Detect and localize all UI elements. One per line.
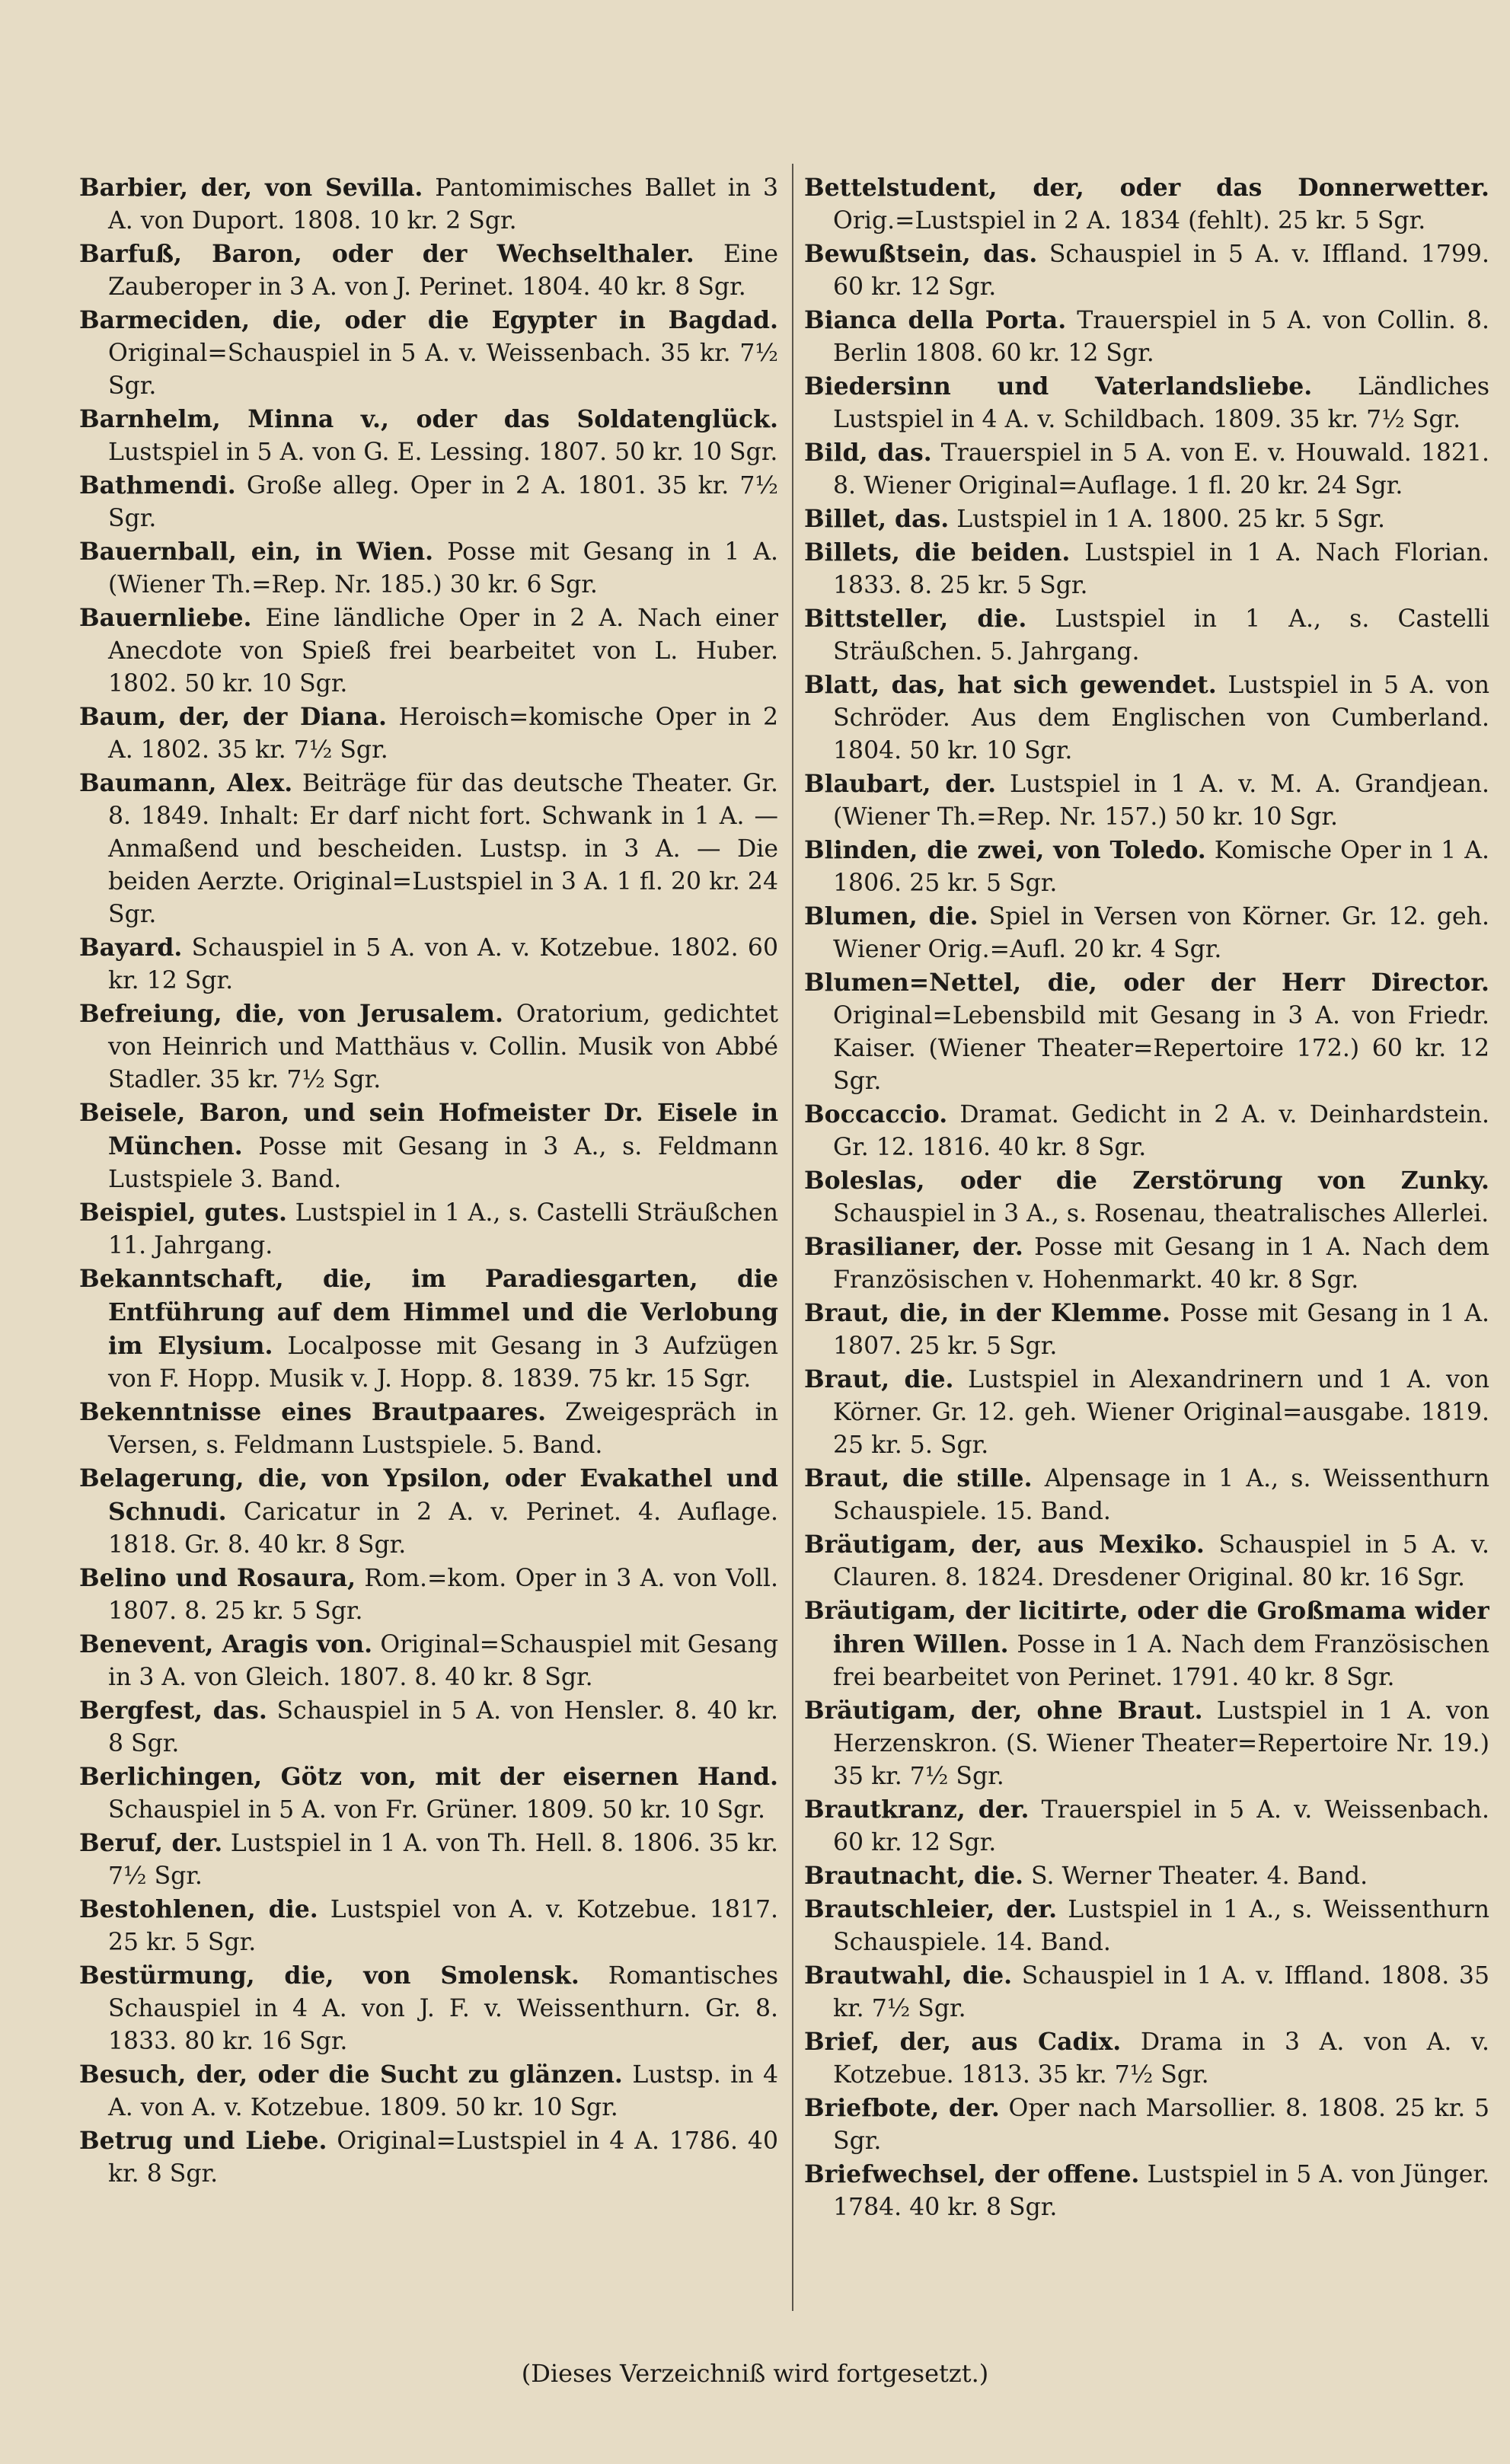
- catalog-entry: [804, 1363, 1489, 1462]
- catalog-entry: [79, 1562, 778, 1628]
- catalog-entry: [804, 1793, 1489, 1859]
- entry-description: Rom.=kom. Oper in 3 A. von Voll. 1807. 8. 25 kr. 5 Sgr.: [108, 1565, 778, 1625]
- entry-description: Posse mit Gesang in 1 A. 1807. 25 kr. 5 Sgr.: [833, 1300, 1489, 1360]
- entry-title: Braut, die.: [804, 1365, 954, 1393]
- entry-title: Besuch, der, oder die Sucht zu glänzen.: [79, 2060, 623, 2089]
- entry-description: Lustspiel in 5 A. von Jünger. 1784. 40 kr. 8 Sgr.: [833, 2161, 1489, 2221]
- entry-title: Barfuß, Baron, oder der Wechselthaler.: [79, 240, 694, 268]
- catalog-entry: [804, 238, 1489, 304]
- catalog-entry: [804, 1297, 1489, 1363]
- entry-description: Beiträge für das deutsche Theater. Gr. 8. 1849. Inhalt: Er darf nicht fort. Schwank in 1 A. — Anmaßend und bescheiden. Lustsp. in 3 A. — Die beiden Aerzte. Original=Lustspiel in 3 A. 1 fl. 20 kr. 24 Sgr.: [108, 770, 778, 928]
- entry-title: Beispiel, gutes.: [79, 1198, 288, 1227]
- entry-description: Lustspiel in 1 A., s. Castelli Sträußchen. 5. Jahrgang.: [833, 605, 1489, 665]
- entry-title: Brasilianer, der.: [804, 1233, 1023, 1261]
- entry-title: Brautwahl, die.: [804, 1961, 1013, 1990]
- catalog-entry: [79, 767, 778, 931]
- entry-description: Schauspiel in 5 A. v. Iffland. 1799. 60 kr. 12 Sgr.: [833, 241, 1489, 301]
- entry-title: Berlichingen, Götz von, mit der eisernen Hand.: [79, 1763, 778, 1791]
- entry-description: Schauspiel in 5 A. von Fr. Grüner. 1809. 50 kr. 10 Sgr.: [108, 1796, 765, 1824]
- catalog-entry: [79, 602, 778, 701]
- entry-title: Brief, der, aus Cadix.: [804, 2028, 1122, 2056]
- entry-description: Lustspiel in 1 A. von Th. Hell. 8. 1806. 35 kr. 7½ Sgr.: [108, 1830, 778, 1890]
- entry-description: Posse mit Gesang in 1 A. Nach dem Französischen v. Hohenmarkt. 40 kr. 8 Sgr.: [833, 1234, 1489, 1294]
- catalog-entry: [79, 1262, 778, 1396]
- entry-description: Schauspiel in 5 A. v. Clauren. 8. 1824. Dresdener Original. 80 kr. 16 Sgr.: [833, 1531, 1489, 1591]
- entry-title: Bayard.: [79, 934, 183, 962]
- entry-description: Heroisch=komische Oper in 2 A. 1802. 35 kr. 7½ Sgr.: [108, 704, 778, 764]
- entry-title: Bräutigam, der licitirte, oder die Großmama wider ihren Willen.: [804, 1597, 1489, 1658]
- catalog-entry: [804, 2158, 1489, 2224]
- entry-description: Schauspiel in 3 A., s. Rosenau, theatralisches Allerlei.: [833, 1200, 1489, 1227]
- entry-title: Bauernball, ein, in Wien.: [79, 538, 434, 566]
- catalog-entry: [804, 304, 1489, 370]
- entry-title: Barmeciden, die, oder die Egypter in Bagdad.: [79, 306, 778, 334]
- entry-title: Blatt, das, hat sich gewendet.: [804, 671, 1217, 699]
- entry-title: Bianca della Porta.: [804, 306, 1067, 334]
- catalog-entry: [804, 602, 1489, 669]
- entry-title: Brautschleier, der.: [804, 1895, 1058, 1923]
- entry-description: Große alleg. Oper in 2 A. 1801. 35 kr. 7½ Sgr.: [108, 472, 778, 532]
- entry-title: Baum, der, der Diana.: [79, 703, 387, 731]
- entry-title: Benevent, Aragis von.: [79, 1630, 373, 1658]
- entry-description: Zweigespräch in Versen, s. Feldmann Lustspiele. 5. Band.: [108, 1399, 778, 1459]
- entry-description: Lustspiel in 1 A. von Herzenskron. (S. Wiener Theater=Repertoire Nr. 19.) 35 kr. 7½ Sgr.: [833, 1697, 1489, 1790]
- entry-title: Belagerung, die, von Ypsilon, oder Evakathel und Schnudi.: [79, 1464, 778, 1526]
- catalog-entry: [804, 1893, 1489, 1959]
- entry-description: Lustspiel in 5 A. von Schröder. Aus dem Englischen von Cumberland. 1804. 50 kr. 10 Sgr.: [833, 672, 1489, 764]
- entry-title: Braut, die, in der Klemme.: [804, 1299, 1170, 1327]
- entry-title: Bettelstudent, der, oder das Donnerwetter.: [804, 174, 1489, 202]
- catalog-entry: [804, 900, 1489, 966]
- catalog-entry: [79, 1196, 778, 1262]
- entry-title: Billets, die beiden.: [804, 538, 1071, 567]
- catalog-entry: [79, 1096, 778, 1196]
- entry-description: Localposse mit Gesang in 3 Aufzügen von F. Hopp. Musik v. J. Hopp. 8. 1839. 75 kr. 15 Sgr.: [108, 1333, 778, 1393]
- entry-title: Bräutigam, der, aus Mexiko.: [804, 1530, 1205, 1559]
- entry-description: Lustsp. in 4 A. von A. v. Kotzebue. 1809. 50 kr. 10 Sgr.: [108, 2061, 778, 2121]
- column-divider: [792, 164, 793, 2311]
- entry-title: Barnhelm, Minna v., oder das Soldatenglück.: [79, 405, 778, 433]
- entry-description: Schauspiel in 5 A. von A. v. Kotzebue. 1802. 60 kr. 12 Sgr.: [108, 934, 778, 994]
- catalog-entry: [79, 1959, 778, 2058]
- catalog-entry: [804, 171, 1489, 238]
- catalog-entry: [79, 701, 778, 767]
- entry-title: Boccaccio.: [804, 1100, 948, 1128]
- catalog-entry: [804, 503, 1489, 536]
- entry-description: Lustspiel in 5 A. von G. E. Lessing. 1807. 50 kr. 10 Sgr.: [108, 439, 778, 466]
- entry-description: Trauerspiel in 5 A. von E. v. Houwald. 1821. 8. Wiener Original=Auflage. 1 fl. 20 kr. 24 Sgr.: [833, 439, 1489, 500]
- catalog-entry: [79, 2124, 778, 2191]
- catalog-entry: [804, 1098, 1489, 1164]
- catalog-entry: [79, 2058, 778, 2124]
- entry-description: Romantisches Schauspiel in 4 A. von J. F. v. Weissenthurn. Gr. 8. 1833. 80 kr. 16 Sgr.: [108, 1962, 778, 2055]
- catalog-entry: [79, 403, 778, 469]
- entry-description: Original=Schauspiel in 5 A. v. Weissenbach. 35 kr. 7½ Sgr.: [108, 340, 778, 400]
- catalog-entry: [804, 1462, 1489, 1528]
- catalog-entry: [804, 1164, 1489, 1230]
- entry-title: Boleslas, oder die Zerstörung von Zunky.: [804, 1167, 1489, 1195]
- catalog-entry: [804, 834, 1489, 900]
- right-column: [804, 171, 1489, 2326]
- catalog-entry: [79, 931, 778, 997]
- entry-description: Ländliches Lustspiel in 4 A. v. Schildbach. 1809. 35 kr. 7½ Sgr.: [833, 373, 1489, 433]
- entry-description: Alpensage in 1 A., s. Weissenthurn Schauspiele. 15. Band.: [833, 1465, 1489, 1525]
- catalog-entry: [79, 1628, 778, 1694]
- catalog-entry: [79, 1396, 778, 1462]
- entry-description: Lustspiel in 1 A., s. Weissenthurn Schauspiele. 14. Band.: [833, 1896, 1489, 1956]
- catalog-entry: [804, 768, 1489, 834]
- entry-title: Bergfest, das.: [79, 1696, 267, 1725]
- entry-description: Eine ländliche Oper in 2 A. Nach einer Anecdote von Spieß frei bearbeitet von L. Huber. 1802. 50 kr. 10 Sgr.: [108, 605, 778, 697]
- entry-title: Bild, das.: [804, 439, 932, 467]
- entry-title: Brautkranz, der.: [804, 1795, 1030, 1824]
- entry-title: Bekenntnisse eines Brautpaares.: [79, 1398, 547, 1426]
- catalog-entry: [79, 1462, 778, 1562]
- entry-title: Biedersinn und Vaterlandsliebe.: [804, 372, 1313, 401]
- entry-description: Original=Schauspiel mit Gesang in 3 A. von Gleich. 1807. 8. 40 kr. 8 Sgr.: [108, 1631, 778, 1691]
- entry-description: Schauspiel in 1 A. v. Iffland. 1808. 35 kr. 7½ Sgr.: [833, 1962, 1489, 2022]
- catalog-entry: [79, 535, 778, 602]
- entry-title: Blinden, die zwei, von Toledo.: [804, 836, 1206, 864]
- entry-title: Bittsteller, die.: [804, 605, 1027, 633]
- entry-description: Lustspiel in 1 A. v. M. A. Grandjean. (Wiener Th.=Rep. Nr. 157.) 50 kr. 10 Sgr.: [833, 771, 1489, 831]
- entry-title: Bauernliebe.: [79, 604, 252, 632]
- catalog-entry: [804, 436, 1489, 503]
- entry-title: Blumen, die.: [804, 902, 978, 930]
- entry-description: Lustspiel in 1 A. 1800. 25 kr. 5 Sgr.: [956, 506, 1385, 533]
- catalog-entry: [79, 1760, 778, 1827]
- entry-description: Lustspiel von A. v. Kotzebue. 1817. 25 kr. 5 Sgr.: [108, 1896, 778, 1956]
- catalog-entry: [79, 304, 778, 403]
- left-column: [79, 171, 778, 2326]
- entry-description: Eine Zauberoper in 3 A. von J. Perinet. 1804. 40 kr. 8 Sgr.: [108, 241, 778, 301]
- entry-description: S. Werner Theater. 4. Band.: [1030, 1862, 1368, 1890]
- entry-description: Trauerspiel in 5 A. v. Weissenbach. 60 kr. 12 Sgr.: [833, 1796, 1489, 1856]
- entry-description: Trauerspiel in 5 A. von Collin. 8. Berlin 1808. 60 kr. 12 Sgr.: [833, 307, 1489, 367]
- entry-title: Braut, die stille.: [804, 1464, 1033, 1492]
- entry-title: Brautnacht, die.: [804, 1862, 1023, 1890]
- catalog-entry: [804, 2025, 1489, 2092]
- entry-title: Bekanntschaft, die, im Paradiesgarten, die Entführung auf dem Himmel und die Verlobung im Elysium.: [79, 1265, 778, 1360]
- entry-description: Drama in 3 A. von A. v. Kotzebue. 1813. 35 kr. 7½ Sgr.: [833, 2028, 1489, 2089]
- catalog-entry: [79, 469, 778, 535]
- entry-title: Betrug und Liebe.: [79, 2127, 327, 2155]
- entry-description: Dramat. Gedicht in 2 A. v. Deinhardstein. Gr. 12. 1816. 40 kr. 8 Sgr.: [833, 1101, 1489, 1161]
- entry-title: Belino und Rosaura,: [79, 1564, 356, 1592]
- catalog-entry: [804, 1959, 1489, 2025]
- catalog-entry: [804, 966, 1489, 1098]
- catalog-entry: [804, 1859, 1489, 1893]
- catalog-entry: [79, 997, 778, 1096]
- catalog-entry: [79, 1827, 778, 1893]
- entry-description: Posse mit Gesang in 1 A. (Wiener Th.=Rep. Nr. 185.) 30 kr. 6 Sgr.: [108, 538, 778, 598]
- catalog-entry: [79, 171, 778, 238]
- entry-title: Blaubart, der.: [804, 770, 997, 798]
- entry-description: Original=Lebensbild mit Gesang in 3 A. von Friedr. Kaiser. (Wiener Theater=Repertoire 172.) 60 kr. 12 Sgr.: [833, 1002, 1489, 1095]
- catalog-entry: [79, 1893, 778, 1959]
- entry-title: Baumann, Alex.: [79, 769, 293, 797]
- catalog-entry: [804, 1694, 1489, 1793]
- catalog-entry: [804, 1594, 1489, 1694]
- entry-title: Beruf, der.: [79, 1829, 223, 1857]
- entry-description: Orig.=Lustspiel in 2 A. 1834 (fehlt). 25 kr. 5 Sgr.: [833, 207, 1426, 235]
- entry-description: Lustspiel in Alexandrinern und 1 A. von Körner. Gr. 12. geh. Wiener Original=ausgabe. 1819. 25 kr. 5. Sgr.: [833, 1366, 1489, 1459]
- entry-title: Blumen=Nettel, die, oder der Herr Director.: [804, 969, 1489, 997]
- entry-description: Lustspiel in 1 A. Nach Florian. 1833. 8. 25 kr. 5 Sgr.: [833, 539, 1489, 599]
- entry-title: Barbier, der, von Sevilla.: [79, 174, 423, 202]
- entry-title: Bathmendi.: [79, 471, 236, 500]
- entry-description: Original=Lustspiel in 4 A. 1786. 40 kr. 8 Sgr.: [108, 2127, 778, 2188]
- entry-description: Oper nach Marsollier. 8. 1808. 25 kr. 5 Sgr.: [833, 2095, 1489, 2155]
- catalog-entry: [804, 370, 1489, 436]
- continuation-note: (Dieses Verzeichniß wird fortgesetzt.): [521, 2359, 989, 2388]
- entry-description: Posse in 1 A. Nach dem Französischen frei bearbeitet von Perinet. 1791. 40 kr. 8 Sgr.: [833, 1631, 1489, 1691]
- catalog-entry: [804, 669, 1489, 768]
- entry-title: Bestohlenen, die.: [79, 1895, 318, 1923]
- entry-description: Posse mit Gesang in 3 A., s. Feldmann Lustspiele 3. Band.: [108, 1133, 778, 1193]
- catalog-entry: [804, 1230, 1489, 1297]
- entry-description: Oratorium, gedichtet von Heinrich und Matthäus v. Collin. Musik von Abbé Stadler. 35 kr. 7½ Sgr.: [108, 1001, 778, 1093]
- catalog-entry: [79, 1694, 778, 1760]
- entry-title: Bräutigam, der, ohne Braut.: [804, 1696, 1203, 1725]
- entry-title: Bestürmung, die, von Smolensk.: [79, 1961, 579, 1990]
- entry-title: Beisele, Baron, und sein Hofmeister Dr. Eisele in München.: [79, 1099, 778, 1160]
- entry-description: Spiel in Versen von Körner. Gr. 12. geh. Wiener Orig.=Aufl. 20 kr. 4 Sgr.: [833, 903, 1489, 963]
- catalog-entry: [804, 2092, 1489, 2158]
- entry-description: Komische Oper in 1 A. 1806. 25 kr. 5 Sgr.: [833, 837, 1489, 897]
- entry-description: Schauspiel in 5 A. von Hensler. 8. 40 kr. 8 Sgr.: [108, 1697, 778, 1757]
- entry-description: Lustspiel in 1 A., s. Castelli Sträußchen 11. Jahrgang.: [108, 1199, 778, 1259]
- entry-title: Billet, das.: [804, 505, 950, 533]
- catalog-entry: [79, 238, 778, 304]
- entry-title: Briefbote, der.: [804, 2094, 1000, 2122]
- entry-description: Pantomimisches Ballet in 3 A. von Duport. 1808. 10 kr. 2 Sgr.: [108, 174, 778, 235]
- entry-description: Caricatur in 2 A. v. Perinet. 4. Auflage. 1818. Gr. 8. 40 kr. 8 Sgr.: [108, 1499, 778, 1559]
- catalog-entry: [804, 536, 1489, 602]
- catalog-entry: [804, 1528, 1489, 1594]
- entry-title: Befreiung, die, von Jerusalem.: [79, 1000, 503, 1028]
- entry-title: Briefwechsel, der offene.: [804, 2160, 1140, 2188]
- entry-title: Bewußtsein, das.: [804, 240, 1038, 268]
